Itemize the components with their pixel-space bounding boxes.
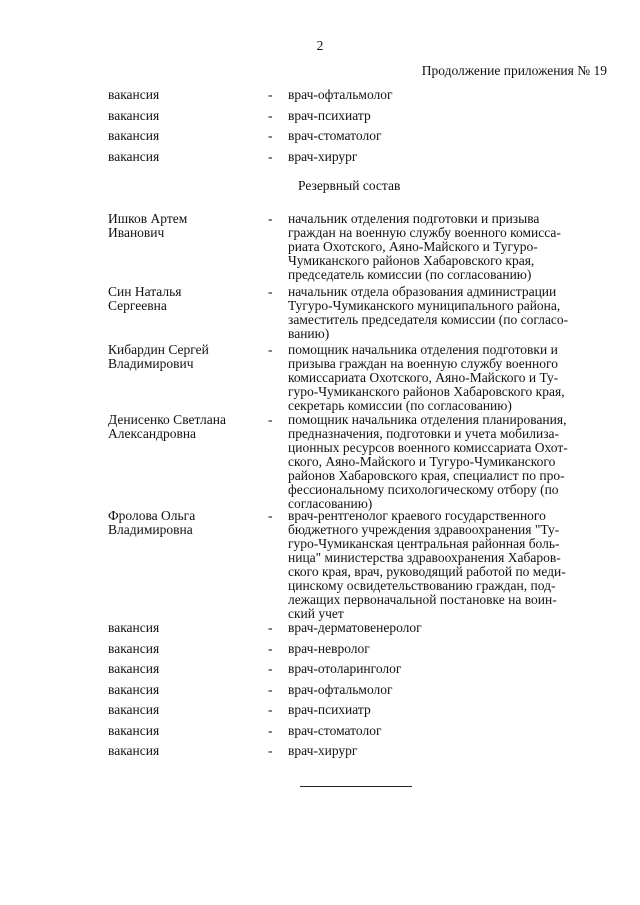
vacancy-role: врач-офтальмолог: [288, 681, 393, 697]
dash: -: [268, 743, 273, 758]
vacancy-row: [108, 744, 608, 765]
vacancy-row: [108, 703, 608, 724]
page-number: 2: [316, 38, 324, 53]
dash: -: [268, 342, 273, 357]
closing-rule: [300, 786, 412, 787]
vacancy-role: врач-хирург: [288, 148, 358, 164]
member-patronymic-line: Владимировна: [108, 522, 193, 537]
member-name: [108, 285, 268, 313]
member-row: [108, 509, 608, 621]
dash: -: [268, 284, 273, 299]
dash: -: [268, 508, 273, 523]
dash: -: [268, 620, 273, 635]
member-patronymic-line: Александровна: [108, 426, 197, 441]
role-line: врач-рентгенолог краевого государственного: [288, 508, 546, 523]
vacancy-row: [108, 88, 608, 109]
vacancy-role: врач-отоларинголог: [288, 661, 402, 676]
member-role: [288, 413, 608, 511]
vacancy-row: [108, 724, 608, 745]
vacancy-name: вакансия: [108, 681, 160, 697]
role-line: бюджетного учреждения здравоохранения "Ту-: [288, 522, 560, 537]
role-line: начальник отдела образования администрации: [288, 284, 557, 299]
vacancy-role: врач-психиатр: [288, 702, 371, 717]
member-name: [108, 343, 268, 371]
role-line: ница" министерства здравоохранения Хабаров-: [288, 550, 561, 565]
vacancy-role: врач-психиатр: [288, 107, 371, 123]
vacancy-name: вакансия: [108, 620, 160, 635]
member-name: [108, 509, 268, 537]
vacancy-role: врач-стоматолог: [288, 722, 382, 738]
member-surname-line: Син Наталья: [108, 284, 182, 299]
vacancy-name: вакансия: [108, 702, 160, 717]
member-row: [108, 413, 608, 511]
role-line: Чумиканского районов Хабаровского края,: [288, 253, 535, 268]
dash: -: [268, 412, 273, 427]
reserve-member: [108, 285, 608, 341]
vacancy-name: вакансия: [108, 722, 160, 738]
vacancy-row: [108, 150, 608, 171]
vacancy-role: врач-дерматовенеролог: [288, 620, 422, 635]
vacancy-role: врач-стоматолог: [288, 128, 382, 143]
role-line: ского, Аяно-Майского и Тугуро-Чумиканского: [288, 454, 556, 469]
role-line: районов Хабаровского края, специалист по про-: [288, 468, 565, 483]
vacancy-name: вакансия: [108, 87, 160, 102]
role-line: гуро-Чумиканского районов Хабаровского края,: [288, 384, 565, 399]
member-name: [108, 413, 268, 441]
role-line: предназначения, подготовки и учета мобилиза-: [288, 426, 560, 441]
role-line: Тугуро-Чумиканского муниципального района,: [288, 298, 561, 313]
vacancy-row: [108, 109, 608, 130]
reserve-vacancy-list: [108, 621, 608, 765]
member-role: [288, 285, 608, 341]
member-patronymic-line: Владимирович: [108, 356, 194, 371]
member-surname-line: Ишков Артем: [108, 211, 188, 226]
vacancy-role: врач-невролог: [288, 640, 370, 656]
vacancy-row: [108, 662, 608, 683]
vacancy-row: [108, 642, 608, 663]
dash: -: [268, 128, 273, 143]
dash: -: [268, 211, 273, 226]
vacancy-name: вакансия: [108, 148, 160, 164]
member-patronymic-line: Сергеевна: [108, 298, 167, 313]
role-line: секретарь комиссии (по согласованию): [288, 398, 512, 413]
role-line: призыва граждан на военную службу военного: [288, 356, 558, 371]
dash: -: [268, 640, 273, 656]
role-line: фессиональному психологическому отбору (по: [288, 482, 559, 497]
reserve-member: [108, 509, 608, 621]
role-line: граждан на военную службу военного комисса-: [288, 225, 561, 240]
role-line: ционных ресурсов военного комиссариата Охот-: [288, 440, 568, 455]
member-surname-line: Фролова Ольга: [108, 508, 196, 523]
member-name: [108, 212, 268, 240]
role-line: помощник начальника отделения подготовки и: [288, 342, 558, 357]
member-row: [108, 212, 608, 282]
member-surname-line: Денисенко Светлана: [108, 412, 226, 427]
reserve-member: [108, 343, 608, 413]
member-row: [108, 285, 608, 341]
member-role: [288, 343, 608, 413]
appendix-continuation-label: Продолжение приложения № 19: [421, 63, 607, 78]
top-vacancy-list: [108, 88, 608, 170]
dash: -: [268, 87, 273, 102]
role-line: начальник отделения подготовки и призыва: [288, 211, 540, 226]
vacancy-name: вакансия: [108, 743, 160, 758]
dash: -: [268, 661, 273, 676]
dash: -: [268, 722, 273, 738]
vacancy-row: [108, 683, 608, 704]
reserve-member: [108, 212, 608, 282]
role-line: ский учет: [288, 606, 344, 621]
member-role: [288, 509, 608, 621]
reserve-member: [108, 413, 608, 511]
role-line: лежащих первоначальной постановке на воин-: [288, 592, 557, 607]
role-line: комиссариата Охотского, Аяно-Майского и Ту-: [288, 370, 559, 385]
role-line: гуро-Чумиканская центральная районная боль-: [288, 536, 560, 551]
role-line: ванию): [288, 326, 330, 341]
role-line: риата Охотского, Аяно-Майского и Тугуро-: [288, 239, 538, 254]
role-line: ского края, врач, руководящий работой по меди-: [288, 564, 566, 579]
dash: -: [268, 148, 273, 164]
member-row: [108, 343, 608, 413]
role-line: цинскому освидетельствованию граждан, под-: [288, 578, 556, 593]
member-surname-line: Кибардин Сергей: [108, 342, 209, 357]
dash: -: [268, 702, 273, 717]
vacancy-role: врач-хирург: [288, 743, 358, 758]
vacancy-role: врач-офтальмолог: [288, 87, 393, 102]
member-role: [288, 212, 608, 282]
dash: -: [268, 681, 273, 697]
vacancy-name: вакансия: [108, 661, 160, 676]
role-line: согласованию): [288, 496, 373, 511]
dash: -: [268, 107, 273, 123]
vacancy-row: [108, 129, 608, 150]
reserve-section-title: Резервный состав: [298, 178, 401, 193]
vacancy-name: вакансия: [108, 640, 160, 656]
role-line: заместитель председателя комиссии (по согласо-: [288, 312, 569, 327]
role-line: помощник начальника отделения планирования,: [288, 412, 567, 427]
role-line: председатель комиссии (по согласованию): [288, 267, 532, 282]
vacancy-name: вакансия: [108, 128, 160, 143]
member-patronymic-line: Иванович: [108, 225, 165, 240]
vacancy-name: вакансия: [108, 107, 160, 123]
vacancy-row: [108, 621, 608, 642]
